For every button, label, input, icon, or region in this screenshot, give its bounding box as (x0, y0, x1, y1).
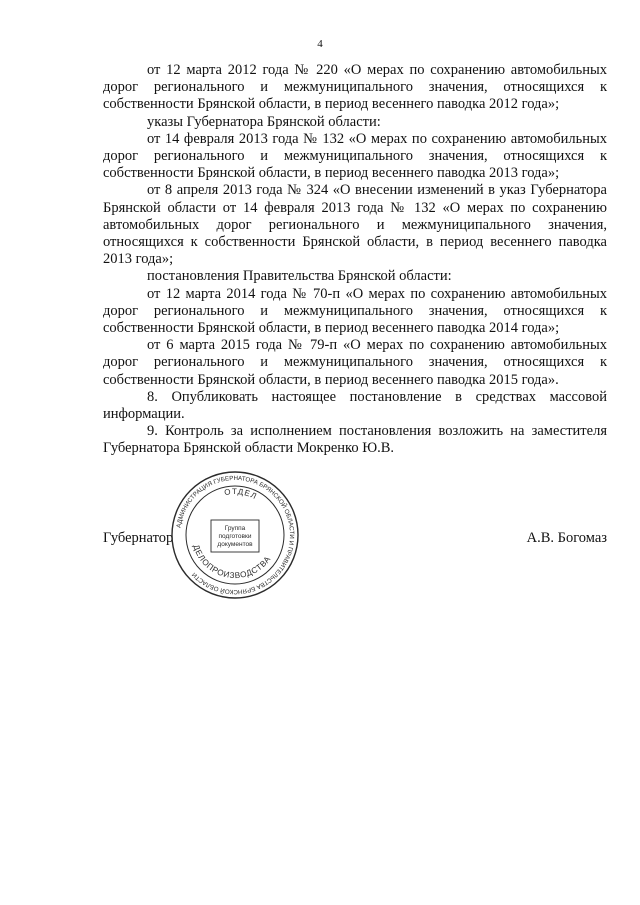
stamp-middle-top: ОТДЕЛ (223, 486, 259, 502)
paragraph-decree-2013-132: от 14 февраля 2013 года № 132 «О мерах по сохранению автомобильных дорог регионального и межмуниципального значения, относящихся к собственности Брянской области, в период весеннего паводка 2013 года»; (103, 130, 607, 182)
stamp-center-line-1: Группа (224, 525, 246, 532)
stamp-outer-text: АДМИНИСТРАЦИЯ ГУБЕРНАТОРА БРЯНСКОЙ ОБЛАСТИ И ПРАВИТЕЛЬСТВА БРЯНСКОЙ ОБЛАСТИ (175, 474, 296, 596)
signature-title: Губернатор (103, 530, 174, 546)
paragraph-government-resolutions-heading: постановления Правительства Брянской области: (147, 268, 452, 285)
svg-text:ДЕЛОПРОИЗВОДСТВА (191, 543, 272, 580)
paragraph-item-8: 8. Опубликовать настоящее постановление в средствах массовой информации. (103, 388, 607, 423)
stamp-center-line-3: документов (217, 541, 253, 548)
paragraph-resolution-2015: от 6 марта 2015 года № 79-п «О мерах по сохранению автомобильных дорог регионального и межмуниципального значения, относящихся к собственности Брянской области, в период весеннего паводка 2015 года». (103, 337, 607, 388)
paragraph-resolution-2014: от 12 марта 2014 года № 70-п «О мерах по сохранению автомобильных дорог регионального и межмуниципального значения, относящихся к собственности Брянской области, в период весеннего паводка 2014 года»; (103, 285, 607, 337)
stamp-middle-text: ДЕЛОПРОИЗВОДСТВА (191, 543, 273, 581)
signature-name: А.В. Богомаз (526, 530, 607, 546)
paragraph-decree-2013-324: от 8 апреля 2013 года № 324 «О внесении изменений в указ Губернатора Брянской области от 14 февраля 2013 года № 132 «О мерах по сохранению автомобильных дорог регионального и межмуниципального значения, относящихся к собственности Брянской области, в период весеннего паводка 2013 года»; (103, 182, 607, 268)
office-stamp (170, 470, 300, 600)
stamp-center-line-2: подготовки (218, 533, 252, 540)
paragraph-decree-2012: от 12 марта 2012 года № 220 «О мерах по сохранению автомобильных дорог регионального и межмуниципального значения, относящихся к собственности Брянской области, в период весеннего паводка 2012 года»; (103, 62, 607, 113)
paragraph-governor-decrees-heading: указы Губернатора Брянской области: (147, 113, 381, 130)
page-number: 4 (317, 38, 323, 50)
document-body (103, 62, 607, 458)
paragraph-item-9: 9. Контроль за исполнением постановления возложить на заместителя Губернатора Брянской области Мокренко Ю.В. (103, 423, 607, 457)
